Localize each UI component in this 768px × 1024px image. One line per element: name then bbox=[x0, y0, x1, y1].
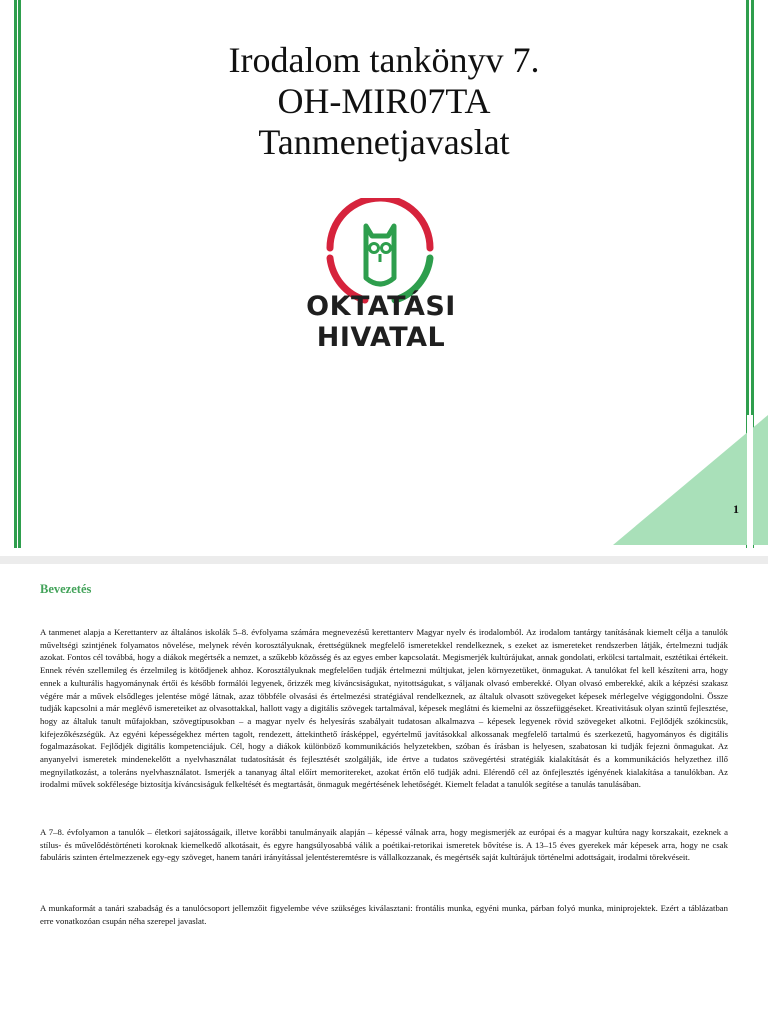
section-heading: Bevezetés bbox=[40, 582, 92, 596]
corner-gap bbox=[747, 415, 753, 555]
logo-line-1: OKTATÁSI bbox=[306, 291, 456, 322]
cover-title-line-2: OH-MIR07TA bbox=[277, 81, 491, 121]
paragraph-1: A tanmenet alapja a Kerettanterv az általános iskolák 5–8. évfolyama számára megnevezésű kerettanterv Magyar nyelv és irodalomból. Az irodalom tantárgy tanításának kiemelt célja a tanulók műveltségi szintjének folyamatos növelése, melynek révén korosztályuknak, érettségüknek megfelelő ismeretekkel rendelkeznek, s ezeket az ismereteket rendszerben látják, értelmezni tudják azokat. Fontos cél továbbá, hogy a diákok megértsék a nemzet, a szűkebb közösség és az egyes ember kapcsolatát. Megismerjék kultúrájukat, annak gondolati, erkölcsi tartalmait, esztétikai értékeit. Ennek révén szellemileg és érzelmileg is kötődjenek ahhoz. Korosztályuknak megfelelően tudják értelmezni múltjukat, jelen környezetüket, önmagukat. A tanulókat fel kell készíteni arra, hogy ennek a kulturális hagyománynak értői és később formálói legyenek, őrizzék meg kíváncsiságukat, nyitottságukat, s váljanak olvasó emberekké. Olyan olvasó emberekké, akik a képzési szakasz végére már a művek elsődleges jelentése mögé látnak, azaz többféle olvasási és értelmezési stratégiával rendelkeznek, az általuk olvasott szövegeket képesek mérlegelve végiggondolni. Össze tudják kapcsolni a már meglévő ismereteiket az olvasottakkal, hallott vagy a digitális szövegek tartalmával, képesek meglátni és kiemelni az összefüggéseket. Kreativitásuk olyan szintű fejlesztése, hogy az általuk tanult műfajokban, szövegtípusokban – a magyar nyelv és helyesírás szabályait tudatosan alkalmazva – képesek legyenek rövid szövegeket alkotni. Fejlődjék szókincsük, kifejezőkészségük. Az egyéni képességekhez mérten tagolt, rendezett, áttekinthető írásképpel, egyértelmű javításokkal alkossanak megfelelő tartalmú és szerkezetű, hagyományos és digitális fogalmazásokat. Fejlődjék digitális kompetenciájuk. Cél, hogy a diákok különböző kommunikációs helyzetekben, szóban és írásban is helyesen, szabatosan ki tudják fejezni önmagukat. Az anyanyelvi ismeretek mindenekelőtt a nyelvhasználat tudatosítását és fejlesztését szolgálják, ide értve a tudatos szövegértési stratégiák kialakítását és a kommunikációs helyzethez illő megnyilatkozást, a toleráns nyelvhasználatot. Ismerjék a tananyag által előírt memoritereket, azokat értőn elő tudják adni. Elérendő cél az önfejlesztés igényének kialakítása a tanulókban. Az irodalmi művek sokfélesége biztosítja kíváncsiságuk felkeltését és megtartását, önmaguk megértésének lehetőségét. Kiemelt feladat a tanulók segítése a tanulás tanulásában. bbox=[40, 627, 728, 790]
corner-triangle-decoration bbox=[613, 415, 768, 545]
page-number: 1 bbox=[733, 502, 739, 516]
cover-title bbox=[0, 40, 768, 163]
logo-wordmark bbox=[301, 291, 461, 353]
paragraph-2: A 7–8. évfolyamon a tanulók – életkori sajátosságaik, illetve korábbi tanulmányaik alapján – képessé válnak arra, hogy megismerjék az európai és a magyar kultúra nagy korszakait, ezeknek a stílus- és művelődéstörténeti koroknak kiemelkedő alkotásait, és egyre hangsúlyosabbá válik a poétikai-retorikai ismeretek bővítése is. A 13–15 éves gyerekek már képesek arra, hogy ne csak fabuláris szinten értelmezzenek egy-egy szöveget, hanem tanári irányítással jelentésteremtésre is vállalkozzanak, és megértsék saját kultúrájuk történelmi adottságait, irodalmi törekvéseit. bbox=[40, 827, 728, 863]
logo-line-2: HIVATAL bbox=[316, 322, 446, 353]
cover-title-line-1: Irodalom tankönyv 7. bbox=[228, 40, 540, 80]
cover-title-line-3: Tanmenetjavaslat bbox=[258, 122, 510, 162]
paragraph-3: A munkaformát a tanári szabadság és a tanulócsoport jellemzőit figyelembe véve szükséges kiválasztani: frontális munka, egyéni munka, párban folyó munka, miniprojektek. Ezért a táblázatban erre vonatkozóan csupán néha szerepel javaslat. bbox=[40, 903, 728, 926]
page-separator bbox=[0, 556, 768, 564]
content-page bbox=[0, 564, 768, 1024]
